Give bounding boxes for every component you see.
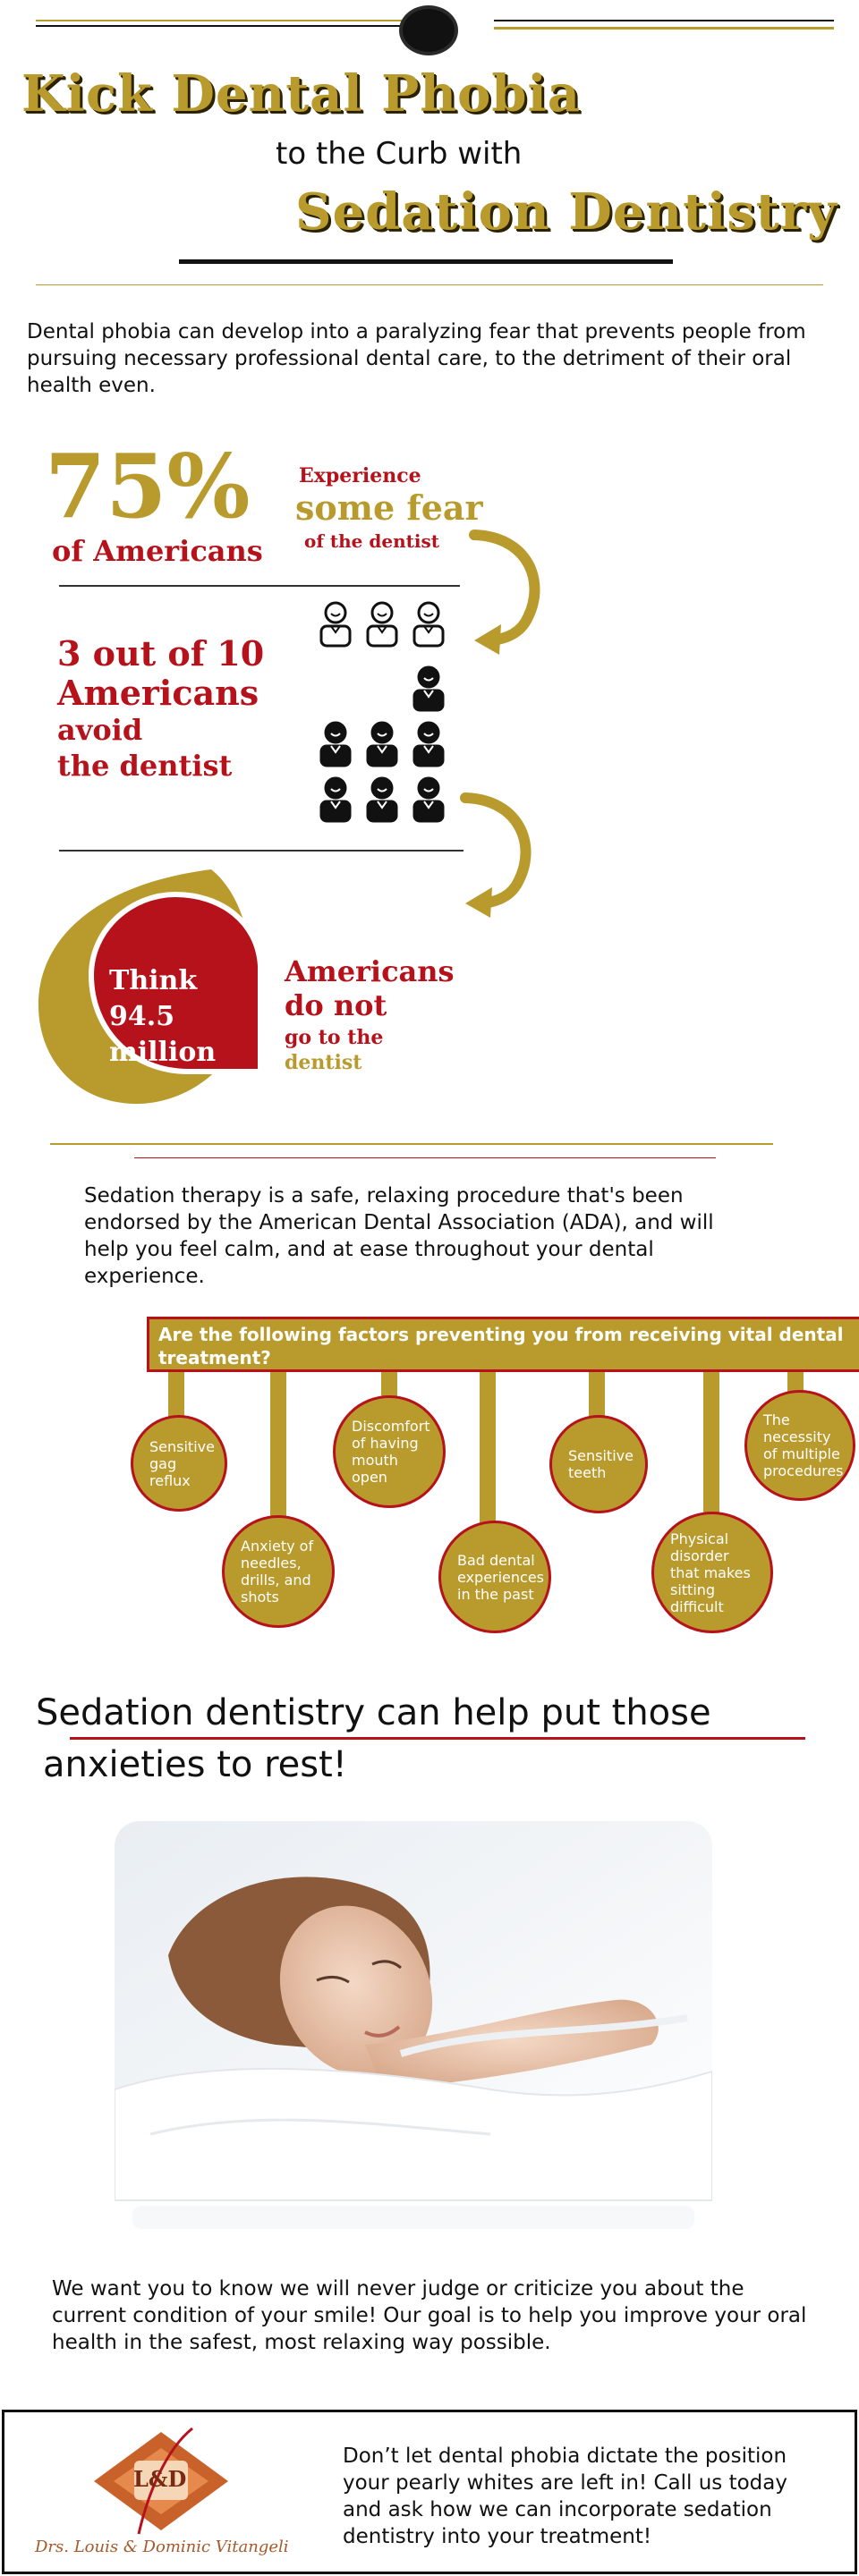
title-line1: Kick Dental Phobia: [21, 64, 582, 123]
stat3-right-c: go to the: [285, 1026, 384, 1049]
judge-text: We want you to know we will never judge or criticize you about the current condition of your smile! Our goal is to help you improve your oral health in the safest, most relaxing way possible.: [52, 2277, 807, 2354]
stat2-line4: the dentist: [57, 749, 233, 783]
person-outline-icon: [412, 601, 446, 648]
factor-circle-7: [744, 1390, 855, 1501]
stat1-right-a: Experience: [299, 464, 421, 487]
factor-stem-7: [787, 1372, 804, 1392]
footer-cta: Don’t let dental phobia dictate the position your pearly whites are left in! Call us today and ask how we can incorporate sedation dentistry into your treatment!: [343, 2445, 787, 2548]
factor-label-1: Sensitive gag reflux: [149, 1437, 215, 1489]
header-line-left-black: [36, 25, 403, 27]
factor-label-3: Discomfort of having mouth open: [352, 1418, 430, 1486]
stat2-line1: 3 out of 10: [57, 633, 265, 674]
factor-circle-4: [438, 1521, 551, 1633]
stat3-right-a: Americans: [285, 954, 455, 988]
factor-circle-1: [131, 1415, 227, 1512]
sleeping-woman-image: [115, 1821, 712, 2229]
help-heading-line1: Sedation dentistry can help put those: [36, 1692, 711, 1733]
person-outline-icon: [319, 601, 353, 648]
factor-label-4: Bad dental experiences in the past: [457, 1551, 545, 1603]
stats-divider-2: [59, 850, 464, 852]
stat1-right-c: of the dentist: [304, 530, 439, 552]
section-rule-gold: [50, 1143, 773, 1145]
stat3-line2: 94.5: [109, 1001, 175, 1032]
factor-label-2: Anxiety of needles, drills, and shots: [241, 1538, 314, 1606]
stat3-line3: million: [109, 1037, 217, 1068]
factor-circle-2: [222, 1515, 335, 1628]
factor-circle-3: [333, 1395, 446, 1508]
factor-stem-4: [480, 1372, 496, 1524]
factor-stem-1: [168, 1372, 184, 1417]
section-rule-red: [134, 1157, 716, 1158]
stat1-value: 75%: [45, 436, 251, 538]
stat2-line2: Americans: [57, 673, 259, 713]
header-line-right: [494, 20, 834, 21]
stat1-label: of Americans: [52, 534, 263, 568]
title-underline: [179, 259, 673, 264]
factor-label-7: The necessity of multiple procedures: [763, 1411, 844, 1479]
header-line-right-gold: [494, 27, 834, 30]
curved-arrow-1: [465, 528, 546, 662]
stat1-right-b: some fear: [295, 487, 483, 528]
person-filled-icon: [412, 665, 446, 712]
factor-stem-5: [589, 1372, 605, 1419]
title-line2: to the Curb with: [276, 136, 523, 172]
logo-name: Drs. Louis & Dominic Vitangeli: [35, 2538, 289, 2556]
factor-circle-5: [549, 1415, 648, 1513]
person-filled-icon: [319, 776, 353, 823]
stats-divider-1: [59, 585, 460, 587]
logo-initials: L&D: [133, 2466, 187, 2492]
stat3-right-b: do not: [285, 988, 387, 1022]
title-thin-rule: [36, 284, 823, 285]
factors-banner: [147, 1317, 859, 1372]
stat3-line1: Think: [109, 965, 198, 996]
factor-circle-6: [651, 1512, 773, 1633]
header-dot: [399, 5, 458, 55]
footer-box: [2, 2410, 857, 2574]
title-line3: Sedation Dentistry: [295, 182, 838, 242]
person-filled-icon: [412, 776, 446, 823]
sedation-text: Sedation therapy is a safe, relaxing procedure that's been endorsed by the American Dental Association (ADA), and will help you feel calm, and at ease throughout your dental experience.: [84, 1184, 714, 1288]
stat2-line3: avoid: [57, 713, 143, 747]
factor-stem-6: [703, 1372, 719, 1515]
person-filled-icon: [365, 721, 399, 767]
curved-arrow-2: [456, 791, 537, 925]
person-outline-icon: [365, 601, 399, 648]
person-filled-icon: [365, 776, 399, 823]
person-filled-icon: [412, 721, 446, 767]
factors-banner-text: Are the following factors preventing you from receiving vital dental treatment?: [158, 1324, 844, 1368]
intro-text: Dental phobia can develop into a paralyzing fear that prevents people from pursuing necessary professional dental care, to the detriment of their oral health even.: [27, 320, 806, 397]
stat3-right-d: dentist: [285, 1051, 362, 1074]
header-line-left: [36, 20, 403, 21]
help-heading-line2: anxieties to rest!: [43, 1744, 347, 1785]
factor-label-6: Physical disorder that makes sitting difficult: [670, 1530, 751, 1615]
help-heading-rule: [70, 1737, 805, 1740]
factor-stem-2: [270, 1372, 286, 1522]
person-filled-icon: [319, 721, 353, 767]
factor-label-5: Sensitive teeth: [568, 1447, 634, 1481]
